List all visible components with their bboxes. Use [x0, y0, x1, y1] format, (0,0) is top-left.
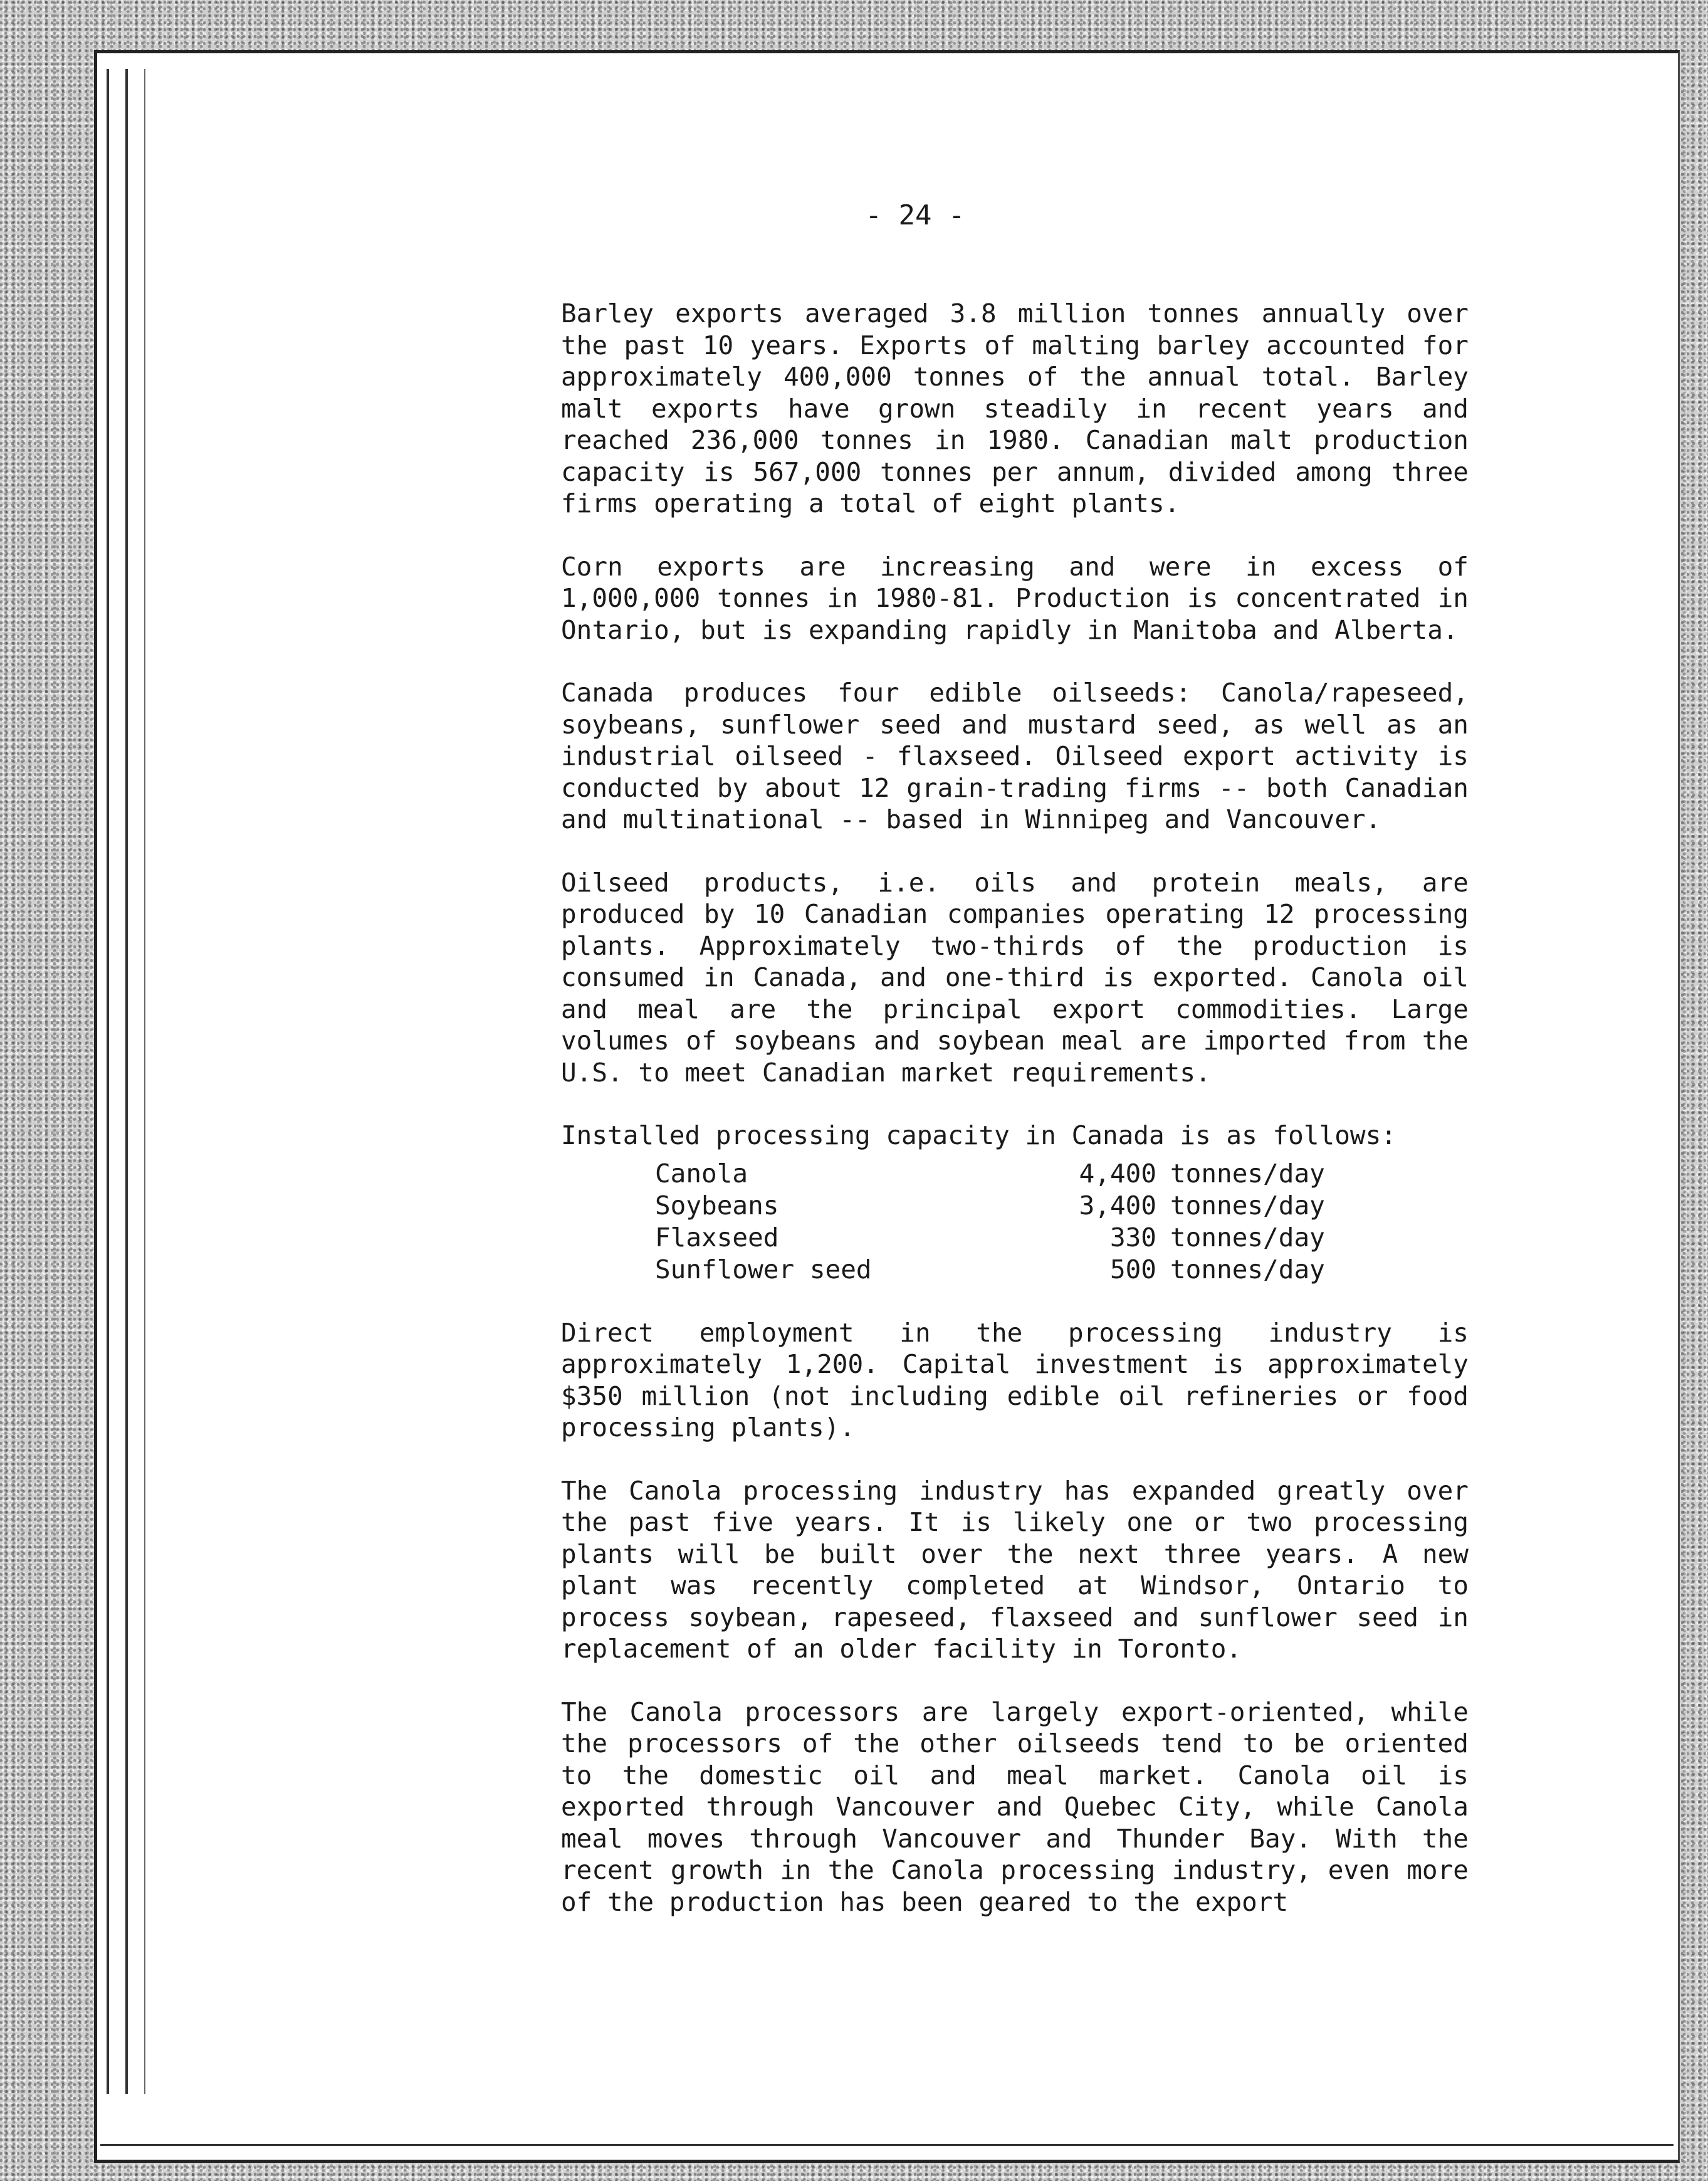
capacity-unit: tonnes/day: [1170, 1158, 1325, 1189]
capacity-unit: tonnes/day: [1170, 1190, 1325, 1221]
paragraph-canola-expansion: The Canola processing industry has expanded greatly over the past five years. It is likely one or two processing plants will be built over the next three years. A new plant was recently completed at Windsor, Ontario to process soybean, rapeseed, flaxseed and sunflower seed in replacement of an older facility in Toronto.: [561, 1475, 1469, 1664]
binder-edge-line: [125, 69, 128, 2094]
capacity-amount: 500: [1109, 1254, 1156, 1285]
binder-edge-line: [107, 69, 109, 2094]
capacity-crop: Sunflower seed: [655, 1254, 872, 1285]
paragraph-oilseed-products: Oilseed products, i.e. oils and protein meals, are produced by 10 Canadian companies operating 12 processing plants. Approximately two-thirds of the production is consumed in Canada, and one-third is exported. Canola oil and meal are the principal export commodities. Large volumes of soybeans and soybean meal are imported from the U.S. to meet Canadian market requirements.: [561, 867, 1469, 1088]
paragraph-edible-oilseeds: Canada produces four edible oilseeds: Canola/rapeseed, soybeans, sunflower seed and mustard seed, as well as an industrial oilseed - flaxseed. Oilseed export activity is conducted by about 12 grain-trading firms -- both Canadian and multinational -- based in Winnipeg and Vancouver.: [561, 678, 1469, 834]
paragraph-capacity-intro: Installed processing capacity in Canada is as follows:: [561, 1120, 1396, 1150]
paragraph-barley-exports: Barley exports averaged 3.8 million tonnes annually over the past 10 years. Exports of malting barley accounted for approximately 400,000 tonnes of the annual total. Barley malt exports have grown steadily in recent years and reached 236,000 tonnes in 1980. Canadian malt production capacity is 567,000 tonnes per annum, divided among three firms operating a total of eight plants.: [561, 298, 1469, 518]
table-row: [655, 1158, 1358, 1190]
page-bottom-edge: [100, 2144, 1674, 2146]
table-row: [655, 1222, 1358, 1254]
paragraph-corn-exports: Corn exports are increasing and were in excess of 1,000,000 tonnes in 1980-81. Production is concentrated in Ontario, but is expanding rapidly in Manitoba and Alberta.: [561, 551, 1469, 645]
page-number: - 24 -: [865, 199, 965, 231]
capacity-amount: 3,400: [1079, 1190, 1156, 1221]
capacity-unit: tonnes/day: [1170, 1254, 1325, 1285]
capacity-amount: 4,400: [1079, 1158, 1156, 1189]
capacity-crop: Canola: [655, 1158, 748, 1189]
table-row: [655, 1254, 1358, 1286]
paragraph-employment: Direct employment in the processing industry is approximately 1,200. Capital investment is approximately $350 million (not including edible oil refineries or food processing plants).: [561, 1317, 1469, 1443]
table-row: [655, 1190, 1358, 1222]
capacity-crop: Soybeans: [655, 1190, 779, 1221]
capacity-unit: tonnes/day: [1170, 1222, 1325, 1253]
document-body: [561, 298, 1469, 1949]
capacity-amount: 330: [1109, 1222, 1156, 1253]
capacity-crop: Flaxseed: [655, 1222, 779, 1253]
processing-capacity-table: [655, 1158, 1358, 1286]
paragraph-canola-export: The Canola processors are largely export-oriented, while the processors of the other oilseeds tend to be oriented to the domestic oil and meal market. Canola oil is exported through Vancouver and Quebec City, while Canola meal moves through Vancouver and Thunder Bay. With the recent growth in the Canola processing industry, even more of the production has been geared to the export: [561, 1696, 1469, 1917]
binder-edge-line: [144, 69, 145, 2094]
